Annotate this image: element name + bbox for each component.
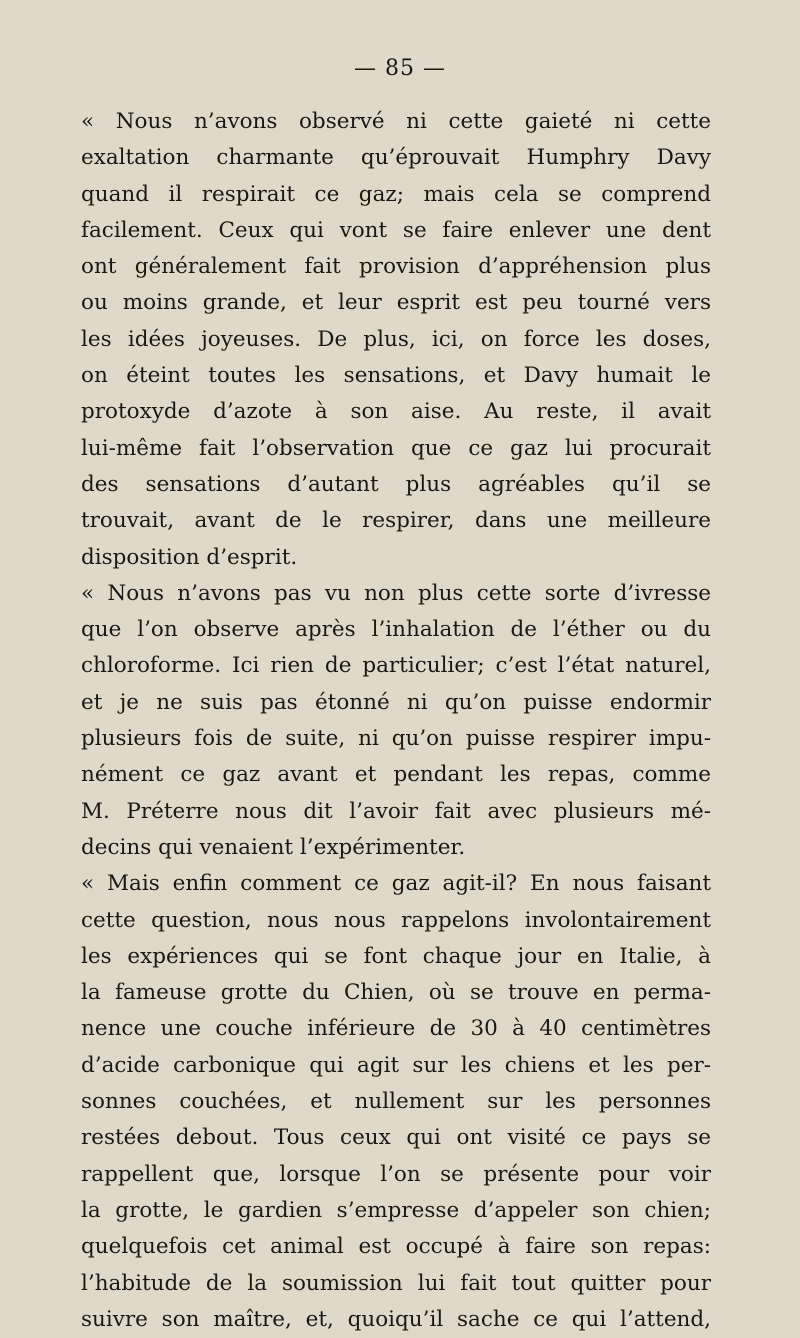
text-line: plusieurs fois de suite, ni qu’on puisse respirer impu- bbox=[81, 726, 711, 752]
text-line: suivre son maître, et, quoiqu’il sache ce qui l’attend, bbox=[81, 1306, 711, 1332]
text-line: restées debout. Tous ceux qui ont visité ce pays se bbox=[81, 1125, 711, 1151]
text-line: nément ce gaz avant et pendant les repas, comme bbox=[81, 762, 711, 788]
text-line: disposition d’esprit. bbox=[81, 544, 298, 570]
text-line: ont généralement fait provision d’appréhension plus bbox=[81, 254, 711, 280]
text-line: quand il respirait ce gaz; mais cela se comprend bbox=[81, 181, 711, 207]
text-line: les idées joyeuses. De plus, ici, on force les doses, bbox=[81, 326, 711, 352]
text-line: cette question, nous nous rappelons involontairement bbox=[81, 907, 711, 933]
text-line: facilement. Ceux qui vont se faire enlever une dent bbox=[81, 217, 711, 243]
text-line: « Mais enfin comment ce gaz agit-il? En nous faisant bbox=[81, 871, 711, 897]
text-line: la grotte, le gardien s’empresse d’appeler son chien; bbox=[81, 1197, 711, 1223]
text-line: trouvait, avant de le respirer, dans une meilleure bbox=[81, 508, 711, 534]
text-line: « Nous n’avons observé ni cette gaieté ni cette bbox=[81, 109, 711, 134]
text-line: chloroforme. Ici rien de particulier; c’est l’état naturel, bbox=[81, 653, 711, 679]
text-line: que l’on observe après l’inhalation de l’éther ou du bbox=[81, 617, 711, 643]
text-line: d’acide carbonique qui agit sur les chiens et les per- bbox=[81, 1052, 711, 1078]
text-line: decins qui venaient l’expérimenter. bbox=[81, 834, 466, 860]
text-line: la fameuse grotte du Chien, où se trouve en perma- bbox=[81, 980, 711, 1006]
text-line: nence une couche inférieure de 30 à 40 centimètres bbox=[81, 1016, 711, 1042]
text-line: protoxyde d’azote à son aise. Au reste, il avait bbox=[81, 399, 711, 425]
text-line: sonnes couchées, et nullement sur les personnes bbox=[81, 1089, 711, 1115]
text-line: exaltation charmante qu’éprouvait Humphry Davy bbox=[81, 145, 711, 171]
text-line: les expériences qui se font chaque jour en Italie, à bbox=[81, 943, 711, 969]
text-line: rappellent que, lorsque l’on se présente pour voir bbox=[81, 1161, 711, 1187]
text-line: lui-même fait l’observation que ce gaz lui procurait bbox=[81, 435, 711, 461]
body-text bbox=[81, 104, 711, 1338]
text-line: et je ne suis pas étonné ni qu’on puisse endormir bbox=[81, 689, 711, 715]
text-line: des sensations d’autant plus agréables qu’il se bbox=[81, 471, 711, 497]
text-line: « Nous n’avons pas vu non plus cette sorte d’ivresse bbox=[81, 580, 711, 606]
text-line: quelquefois cet animal est occupé à faire son repas: bbox=[81, 1234, 711, 1260]
text-line: on éteint toutes les sensations, et Davy humait le bbox=[81, 363, 711, 389]
page-number: — 85 — bbox=[354, 56, 446, 81]
text-line: l’habitude de la soumission lui fait tout quitter pour bbox=[81, 1270, 711, 1296]
text-line: ou moins grande, et leur esprit est peu tourné vers bbox=[81, 290, 711, 316]
text-line: M. Préterre nous dit l’avoir fait avec plusieurs mé- bbox=[81, 798, 711, 824]
